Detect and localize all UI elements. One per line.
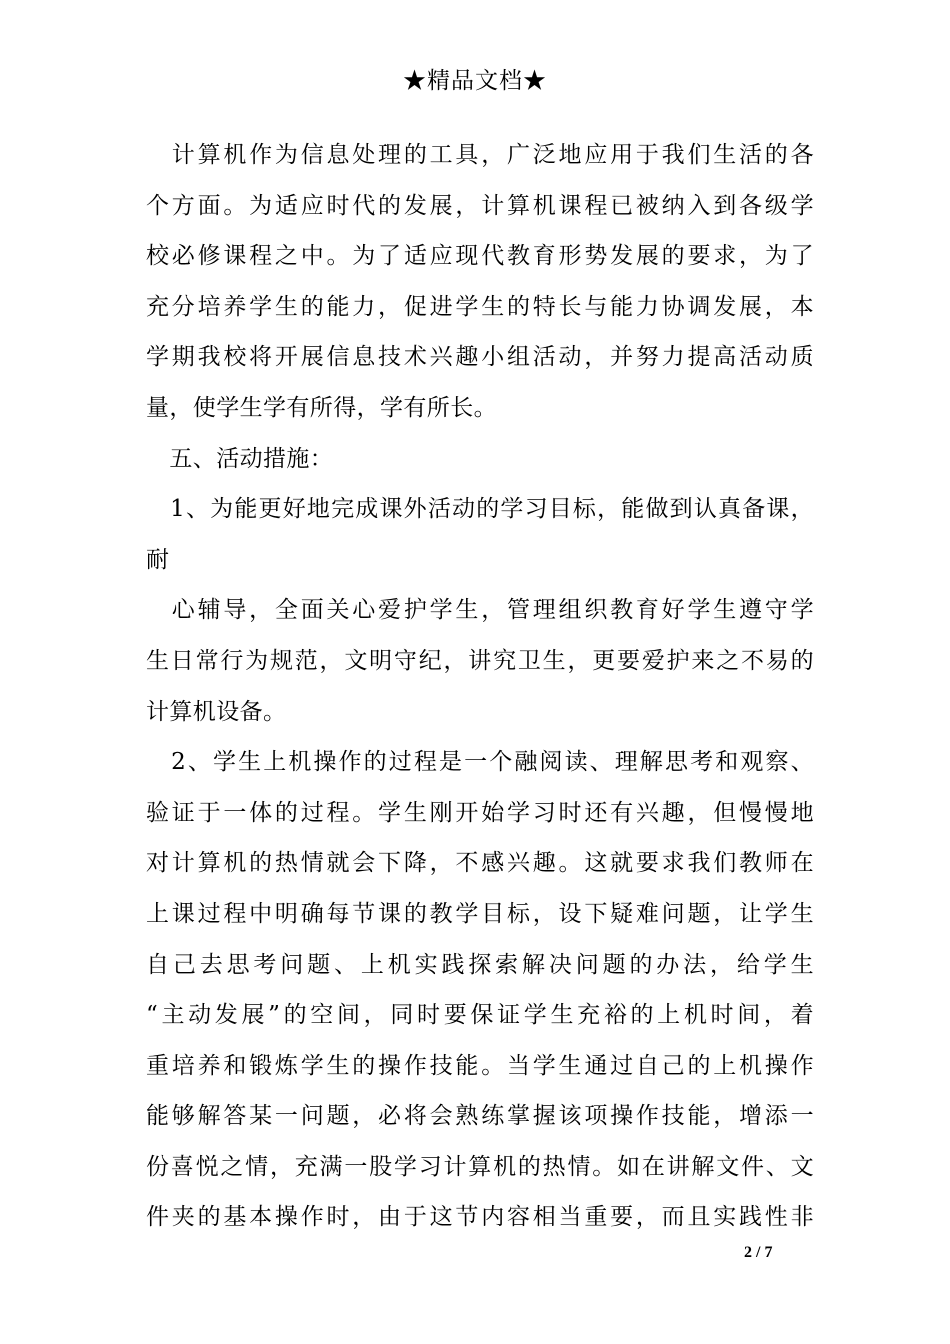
text-line: 量，使学生学有所得，学有所长。 (146, 394, 497, 421)
text-line: 1、为能更好地完成课外活动的学习目标，能做到认真备课， (146, 496, 814, 523)
text-line: 对计算机的热情就会下降，不感兴趣。这就要求我们教师在 (146, 850, 814, 877)
text-line: 能够解答某一问题，必将会熟练掌握该项操作技能，增添一 (146, 1103, 814, 1130)
page-number: 2 / 7 (744, 1244, 773, 1261)
document-body (146, 130, 814, 1243)
text-line: 计算机设备。 (146, 698, 287, 725)
text-line: 件夹的基本操作时，由于这节内容相当重要，而且实践性非 (146, 1204, 814, 1231)
text-line: 生日常行为规范，文明守纪，讲究卫生，更要爱护来之不易的 (146, 647, 814, 674)
text-line: 充分培养学生的能力，促进学生的特长与能力协调发展，本 (146, 293, 814, 320)
text-line: 2、学生上机操作的过程是一个融阅读、理解思考和观察、 (146, 749, 814, 776)
text-line: 校必修课程之中。为了适应现代教育形势发展的要求，为了 (146, 243, 814, 270)
text-line: 份喜悦之情，充满一股学习计算机的热情。如在讲解文件、文 (146, 1153, 814, 1180)
text-line: 五、活动措施： (146, 445, 334, 472)
text-line: 重培养和锻炼学生的操作技能。当学生通过自己的上机操作 (146, 1052, 814, 1079)
text-line: 心辅导，全面关心爱护学生，管理组织教育好学生遵守学 (146, 597, 814, 624)
text-line: 计算机作为信息处理的工具，广泛地应用于我们生活的各 (146, 142, 814, 168)
text-line: 耐 (146, 546, 170, 573)
text-line: 验证于一体的过程。学生刚开始学习时还有兴趣，但慢慢地 (146, 799, 814, 826)
text-line: 个方面。为适应时代的发展，计算机课程已被纳入到各级学 (146, 192, 814, 219)
text-line: 上课过程中明确每节课的教学目标，设下疑难问题，让学生 (146, 900, 814, 927)
page-header-title: ★精品文档★ (403, 68, 547, 94)
text-line: 自己去思考问题、上机实践探索解决问题的办法，给学生 (146, 951, 814, 978)
text-line: “主动发展”的空间，同时要保证学生充裕的上机时间，着 (146, 1002, 814, 1029)
text-line: 学期我校将开展信息技术兴趣小组活动，并努力提高活动质 (146, 344, 814, 371)
